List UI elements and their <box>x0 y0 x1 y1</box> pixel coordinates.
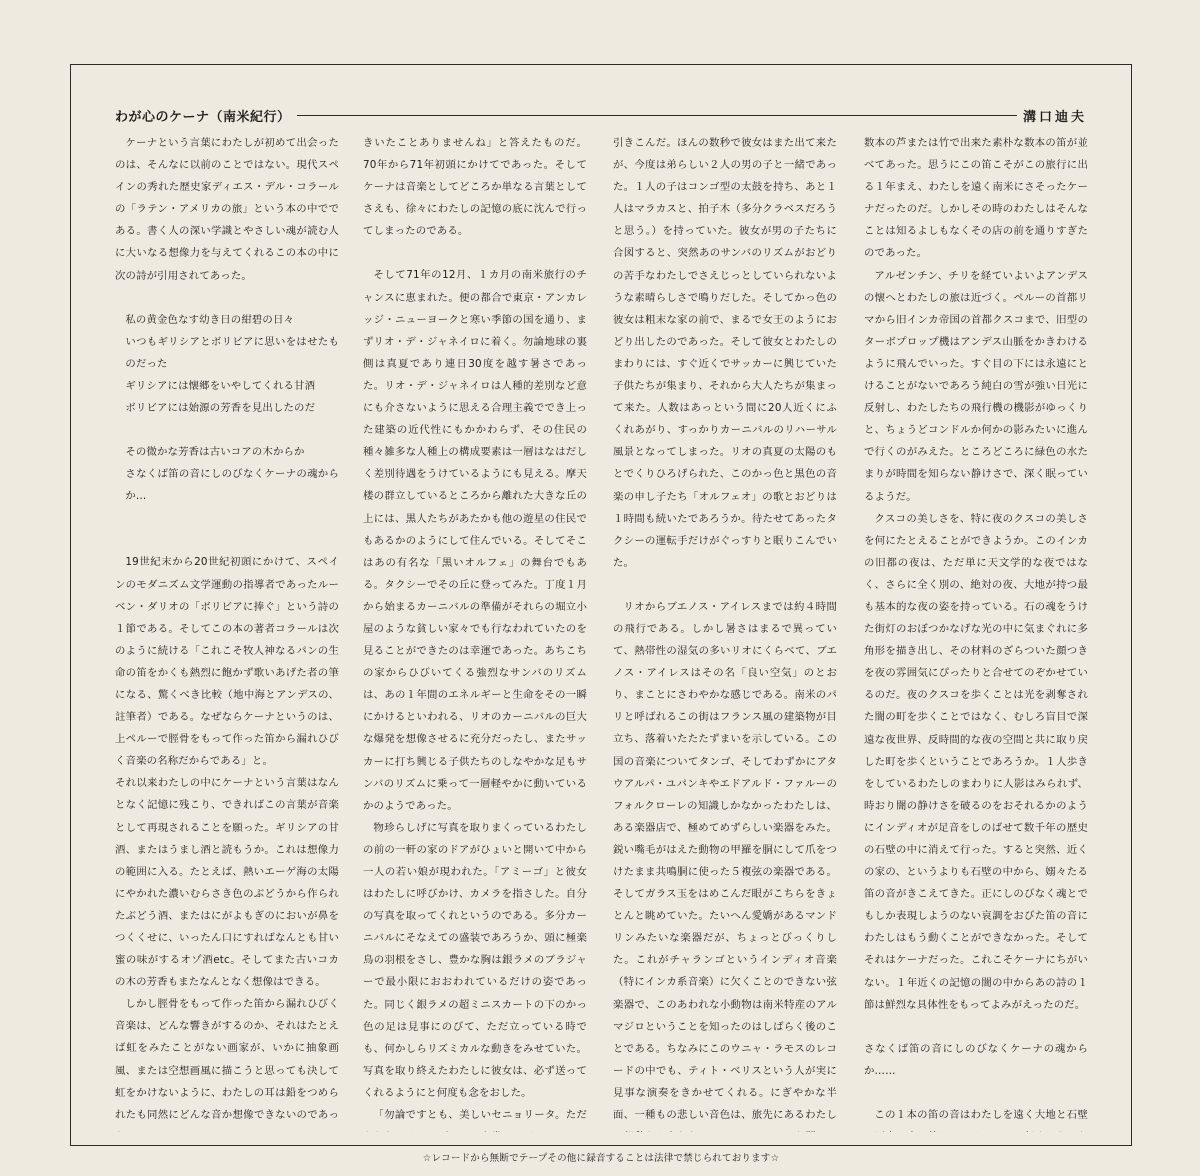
article-header <box>115 104 1087 126</box>
paragraph: そして71年の12月、１カ月の南米旅行のチャンスに恵まれた。便の都合で東京・アンカレッジ・ニューヨークと寒い季節の国を通り、まずリオ・デ・ジャネイロに着く。勿論地球の裏側は真夏であり連日30度を越す暑さであった。リオ・デ・ジャネイロは人種的差別など意にも介さないように思える合理主義ででき上った建築の近代性にもかかわらず、その住民の種々雑多な人種上の構成要素は一層はなはだしく差別待遇をうけているようにも見える。摩天楼の群立しているところから離れた大きな丘の上には、黒人たちがあたかも他の遊星の住民でもあるかのようにして住んでいる。そしてそこはあの有名な「黒いオルフェ」の舞台でもある。タクシーでその丘に登ってみた。丁度１月から始まるカーニバルの準備がそれらの堀立小屋のような貧しい家々でも行なわれていたのを見ることができたのは幸運であった。あちこちの家からひびいてくる強烈なサンバのリズムは、あの１年間のエネルギーと生命をその一瞬にかけるといわれる、リオのカーニバルの巨大な爆発を想像させるに充分だったし、またサッカーに打ち興じる子供たちのしなやかな足もサンバのリズムに乗って一層軽やかに動いているかのようであった。 <box>363 269 587 812</box>
paragraph: それ以来わたしの中にケーナという言葉はなんとなく記憶に残こり、できればこの言葉が音楽として再現されることを願った。ギリシアの甘酒、またはうまし酒と読もうか。これは想像力の範囲に入る。たとえば、熱いエーゲ海の太陽にやかれた濃いむらさき色のぶどうから作られたぶどう酒、またはにがよもぎのにおいが鼻をつくくせに、いったん口にすればなんとも甘い蜜の味がするオゾ酒etc。そしてまた古いコカの木の芳香もまたなんとなく想像はできる。 <box>115 777 339 989</box>
paragraph: 「勿論ですとも、美しいセニョリータ。ただ <box>373 1109 587 1122</box>
text-column-4 <box>864 132 1088 1132</box>
text-column-2 <box>363 132 587 1132</box>
author-name: 溝口迪夫 <box>1022 109 1087 125</box>
paragraph: リオからブエノス・アイレスまでは約４時間の飛行である。しかし暑さはまるで異っていて、熱帯性の湿気の多いリオにくらべて、ブエノス・アイレスはその名「良い空気」のとおり、まことにさわやかな感じである。南米のパリと呼ばれるこの街はフランス風の建築物が目立ち、落着いたたたずまいを示している。この国の音楽についてタンゴ、そしてわずかにアタウアルパ・ユパンキやエドアルド・ファルーのフォルクローレの知識しかなかったわたしは、ある楽器店で、極めてめずらしい楽器をみた。鋭い嘴毛がはえた動物の甲羅を胴にして爪をつけたまま共鳴胴に使った５複弦の楽器である。そしてガラス玉をはめこんだ眼がこちらをきょとんと眺めていた。たいへん愛嬌があるマンドリンみたいな楽器だが、ちょっとびっくりした。これがチャランゴというインディオ音楽（特にインカ系音楽）に欠くことのできない弦楽器で、このあわれな小動物は南米特産のアルマジロということを知ったのはしばらく後のことである。ちなみにこのウニャ・ラモスのレコードの中でも、ティト・ベリスという人が実に見事な演奏をきかせてくれる。にぎやかな半面、一種もの悲しい音色は、旅先にあるわたし <box>613 600 837 1122</box>
paragraph: アルゼンチン、チリを経ていよいよアンデスの懐へとわたしの旅は近づく。ペルーの首都リマから旧インカ帝国の首都クスコまで、旧型のターボプロップ機はアンデス山脈をかきわけるように飛んでいった。すぐ目の下には永遠にとけることがないであろう純白の雪が強い日光に反射し、わたしたちの飛行機の機影がゆっくりと、ちょうどコンドルか何かの影みたいに進んで行くのがみえた。ところどころに緑色の水たまりが時間を知らない静けさで、深く眠っているようだ。 <box>864 269 1088 503</box>
copyright-notice: ☆レコードから無断でテープその他に録音することは法律で禁じられております☆ <box>422 1153 780 1164</box>
poem-line: 私の黄金色なす幼き日の紺碧の日々 <box>125 313 295 326</box>
paragraph: 引きこんだ。ほんの数秒で彼女はまた出て来たが、今度は弟らしい２人の男の子と一緒であった。１人の子はコンゴ型の太鼓を持ち、あと１人はマラカスと、拍子木（多分クラベスだろうと思う。）を持っていた。彼女が男の子たちに合図すると、突然あのサンバのリズムがおどりの苦手なわたしでさえじっとしていられないような素晴らしさで鳴りだした。そしてかっ色の彼女は粗末な家の前で、まるで女王のようにおどり出したのであった。そして彼女とわたしのまわりには、すぐ近くでサッカーに興じていた子供たちが集まり、それから大人たちが集まって来た。人数はあっという間に20人近くにふくれあがり、すっかりカーニバルのリハーサル風景となってしまった。リオの真夏の太陽のもとでくりひろげられた、このかっ色と黒色の音楽の申し子たち「オルフェオ」の歌とおどりは１時間も続いたであろうか。待たせてあったタクシーの運転手だけがぐっすりと眠りこんでいた。 <box>613 137 837 569</box>
poem-line: さなくば笛の音にしのびなくケーナの魂からか… <box>125 468 339 503</box>
paragraph: この１本の笛の音はわたしを遠く大地と石壁 <box>874 1108 1088 1121</box>
paragraph: しかし脛骨をもって作った笛から漏れひびく音楽は、どんな響きがするのか、それはたとえば虹をみたことがない画家が、いかに抽象画風、または空想画風に描こうと思っても決して虹をかけないように、わたしの耳は鉛をつめられたも同然にどんな音か想像できないのであっ <box>115 998 339 1121</box>
paragraph: ケーナという言葉にわたしが初めて出会ったのは、そんなに以前のことではない。現代スペインの秀れた歴史家ディエス・デル・コラールの「ラテン・アメリカの旅」という本の中でである。書く人の深い学識とやさしい魂が読む人に大いなる想像力を与えてくれるこの本の中に次の詩が引用されてあった。 <box>115 137 339 282</box>
text-column-3 <box>613 132 837 1132</box>
paragraph: 物珍らしげに写真を取りまくっているわたしの前の一軒の家のドアがひょいと開いて中から一人の若い娘が現われた。「アミーゴ」と彼女はわたしに呼びかけ、カメラを指さした。自分の写真を取ってくれというのである。多分カーニバルにそなえての盛装であろうか、頭に極楽鳥の羽根をさし、豊かな胸は銀ラメのブラジャーで最小限におおわれているだけの姿であった。同じく銀ラメの超ミニスカートの下のかっ色の足は見事にのびて、ただ立っている時でも、何かしらリズミカルな動きをみせていた。写真を取り終えたわたしに彼女は、必ず送ってくれるようにと何度も念をおした。 <box>363 821 587 1099</box>
poem-line: ギリシアには懐郷をいやしてくれる甘酒 <box>125 379 316 392</box>
paragraph: 数本の芦または竹で出来た素朴な数本の笛が並べてあった。思うにこの笛こそがこの旅行に出る１年まえ、わたしを遠く南米にさそったケーナだったのだ。しかしその時のわたしはそんなことは知るよしもなくその店の前を通りすぎたのであった。 <box>864 137 1088 260</box>
title-rule <box>297 115 1017 116</box>
poem-line: いつもギリシアとボリビアに思いをはせたものだった <box>125 335 339 370</box>
text-column-1 <box>115 132 339 1132</box>
paragraph: きいたことありませんね」と答えたものだ。70年から71年初頭にかけてであった。そしてケーナは音楽としてどころか単なる言葉としてさえも、徐々にわたしの記憶の底に沈んで行ってしまったのである。 <box>363 137 587 238</box>
poem-line: ボリビアには始源の芳香を見出したのだ <box>125 402 316 415</box>
poem-line: さなくば笛の音にしのびなくケーナの魂からか…… <box>864 1042 1088 1077</box>
article-title: わが心のケーナ（南米紀行） <box>115 109 291 125</box>
paragraph: クスコの美しさを、特に夜のクスコの美しさを何にたとえることができようか。このインカの旧都の夜は、ただ単に天文学的な夜ではなく、さらに全く別の、絶対の夜、大地が持つ最も基本的な夜の姿を持っている。石の魂をうけた街灯のおぼつかなげな光の中に気まぐれに多角形を描き出し、その材料のざらついた顔つきを夜の雰囲気にぴったりと合せてのぞかせているのだ。夜のクスコを歩くことは光を剥奪された闇の町を歩くことではなく、むしろ盲目で深遠な夜世界、反時間的な夜の空間と共に取り戻した町を歩くということであろうか。１人歩きをしているわたしのまわりに人影はみられず、時おり闇の静けさを破るのをおそれるかのようにインディオが足音をしのばせて数千年の歴史の石壁の中に消えて行った。すると突然、近くの家の、というよりも石壁の中から、嫋々たる笛の音がきこえてきた。正にしのびなく魂とでもしか表現しようのない哀調をおびた笛の音にわたしはもう動くことができなかった。そしてそれはケーナだった。これこそケーナにちがいない。１年近くの記憶の闇の中からあの詩の１節は鮮烈な具体性をもってよみがえったのだ。 <box>864 512 1088 1011</box>
paragraph: 19世紀末から20世紀初頭にかけて、スペインのモダニズム文学運動の指導者であったルーベン・ダリオの「ボリビアに捧ぐ」という詩の１節である。そしてこの本の著者コラールは次のように続ける「これこそ牧人神なるパンの生命の笛をかくも熱烈に飽かず歌いあげた者の筆になる、驚くべき比較（地中海とアンデスの、註筆者）である。なぜならケーナというのは、上ペルーで脛骨をもって作った笛から漏れひびく音楽の名称だからである」と。 <box>115 556 339 768</box>
poem-line: その微かな芳香は古いコアの木からか <box>125 446 305 459</box>
